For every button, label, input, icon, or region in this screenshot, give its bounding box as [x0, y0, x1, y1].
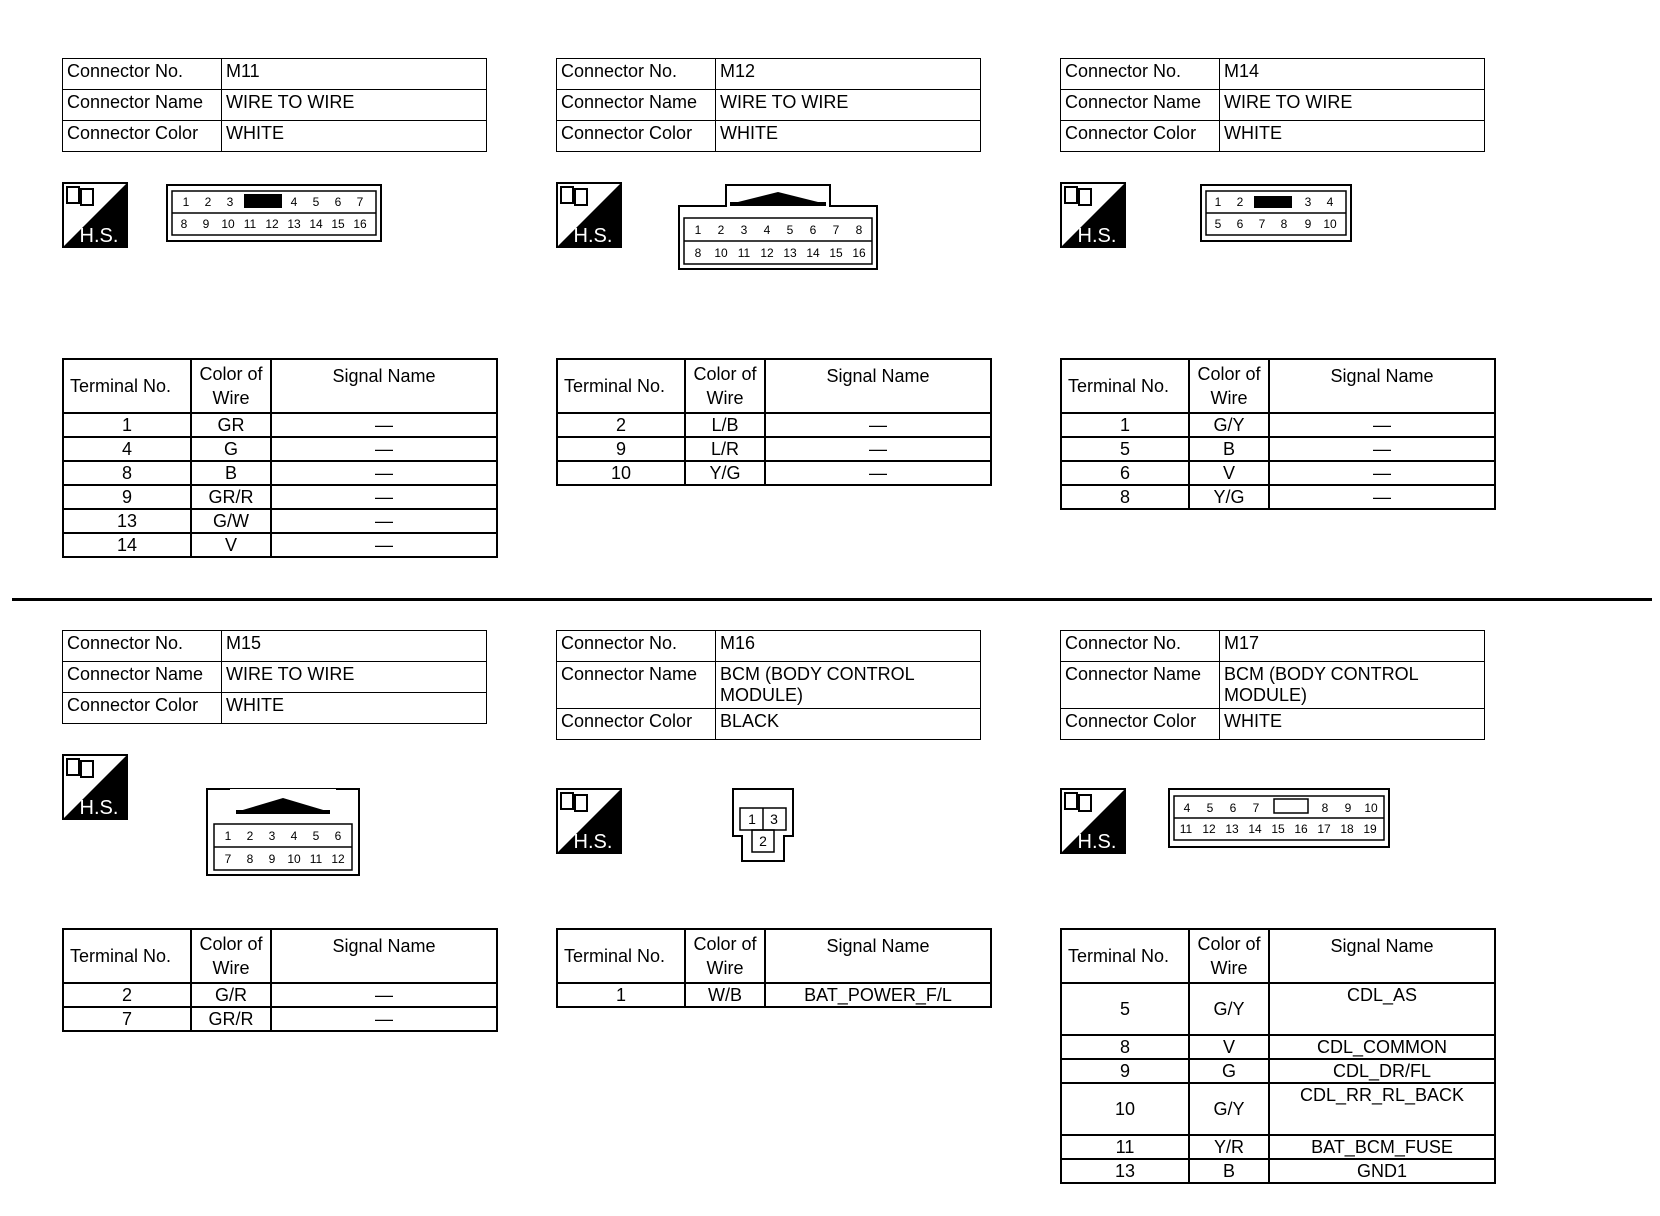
harness-side-icon — [62, 754, 128, 820]
table-row — [1061, 1083, 1495, 1135]
table-cell: G/R — [191, 983, 271, 1007]
pin: 10 — [221, 217, 235, 231]
table-cell: 11 — [1061, 1135, 1189, 1159]
hs-label: H.S. — [573, 831, 613, 853]
pin: 5 — [1206, 801, 1214, 815]
pin: 10 — [287, 852, 301, 866]
m12-face-outline — [678, 184, 878, 270]
connector-info-table — [556, 58, 981, 152]
table-cell: — — [765, 461, 991, 485]
connector-color-value: WHITE — [222, 121, 487, 152]
pin: 12 — [760, 246, 774, 260]
connector-no-value: M12 — [716, 59, 981, 90]
connector-color-label: Connector Color — [557, 121, 716, 152]
hs-label: H.S. — [79, 225, 119, 247]
connector-info-table — [62, 630, 487, 724]
table-row — [1061, 437, 1495, 461]
connector-no-value: M11 — [222, 59, 487, 90]
table-cell: — — [1269, 413, 1495, 437]
table-row — [557, 461, 991, 485]
pin: 3 — [1304, 195, 1312, 209]
pin: 10 — [1364, 801, 1378, 815]
table-cell: 9 — [1061, 1059, 1189, 1083]
pin: 5 — [1214, 217, 1222, 231]
pin: 3 — [740, 223, 748, 237]
signal-name-header: Signal Name — [1269, 359, 1495, 413]
table-cell: Y/G — [1189, 485, 1269, 509]
pin: 2 — [759, 833, 767, 849]
table-cell: GR/R — [191, 1007, 271, 1031]
connector-name-label: Connector Name — [557, 662, 716, 709]
connector-no-value: M15 — [222, 631, 487, 662]
connector-no-label: Connector No. — [63, 59, 222, 90]
pin: 14 — [1248, 822, 1262, 836]
connector-m17 — [1060, 630, 1530, 1181]
table-row — [557, 437, 991, 461]
harness-side-icon — [1060, 182, 1126, 248]
table-cell: G/Y — [1189, 983, 1269, 1035]
table-row — [1061, 461, 1495, 485]
pin: 12 — [265, 217, 279, 231]
table-cell: 1 — [1061, 413, 1189, 437]
pin: 13 — [287, 217, 301, 231]
connector-color-label: Connector Color — [63, 121, 222, 152]
table-cell: 7 — [63, 1007, 191, 1031]
table-cell: 8 — [1061, 485, 1189, 509]
connector-info-table — [556, 630, 981, 740]
connector-no-label: Connector No. — [557, 59, 716, 90]
table-row — [557, 413, 991, 437]
table-cell: 14 — [63, 533, 191, 557]
pin: 9 — [1304, 217, 1312, 231]
pin: 7 — [1258, 217, 1266, 231]
pin: 2 — [717, 223, 725, 237]
table-cell: 6 — [1061, 461, 1189, 485]
harness-side-icon — [62, 182, 128, 248]
pin: 1 — [1214, 195, 1222, 209]
table-cell: L/B — [685, 413, 765, 437]
table-cell: Y/R — [1189, 1135, 1269, 1159]
terminal-no-header: Terminal No. — [557, 929, 685, 983]
terminal-table — [62, 358, 498, 558]
pin: 6 — [334, 829, 342, 843]
table-cell: 2 — [63, 983, 191, 1007]
pin: 12 — [331, 852, 345, 866]
table-cell: B — [1189, 437, 1269, 461]
pin: 7 — [1252, 801, 1260, 815]
pin: 13 — [1225, 822, 1239, 836]
table-cell: — — [271, 461, 497, 485]
pin: 14 — [806, 246, 820, 260]
color-of-wire-header: Color of Wire — [1189, 929, 1269, 983]
pin: 4 — [290, 829, 298, 843]
harness-side-icon — [1060, 788, 1126, 854]
pin: 16 — [852, 246, 866, 260]
pin: 15 — [829, 246, 843, 260]
harness-side-icon — [556, 788, 622, 854]
terminal-no-header: Terminal No. — [1061, 929, 1189, 983]
signal-name-header: Signal Name — [1269, 929, 1495, 983]
pin: 1 — [224, 829, 232, 843]
pin: 16 — [353, 217, 367, 231]
connector-no-label: Connector No. — [557, 631, 716, 662]
pin: 8 — [694, 246, 702, 260]
connector-color-label: Connector Color — [557, 709, 716, 740]
connector-color-value: WHITE — [222, 693, 487, 724]
connector-name-label: Connector Name — [63, 662, 222, 693]
table-row — [63, 485, 497, 509]
table-cell: V — [191, 533, 271, 557]
m15-connector-face — [206, 788, 360, 876]
pin: 4 — [763, 223, 771, 237]
table-cell: B — [1189, 1159, 1269, 1183]
connector-no-value: M14 — [1220, 59, 1485, 90]
terminal-table — [1060, 928, 1496, 1184]
pin: 7 — [356, 195, 364, 209]
table-cell: L/R — [685, 437, 765, 461]
pin: 2 — [1236, 195, 1244, 209]
table-cell: — — [1269, 485, 1495, 509]
hs-label: H.S. — [573, 225, 613, 247]
pin: 8 — [1321, 801, 1329, 815]
terminal-table — [1060, 358, 1496, 510]
terminal-no-header: Terminal No. — [1061, 359, 1189, 413]
pin: 8 — [180, 217, 188, 231]
connector-no-value: M16 — [716, 631, 981, 662]
pin: 18 — [1340, 822, 1354, 836]
table-cell: CDL_AS — [1269, 983, 1495, 1035]
pin: 17 — [1317, 822, 1331, 836]
connector-name-value: WIRE TO WIRE — [1220, 90, 1485, 121]
table-cell: GND1 — [1269, 1159, 1495, 1183]
terminal-no-header: Terminal No. — [63, 929, 191, 983]
table-cell: B — [191, 461, 271, 485]
table-row — [1061, 1159, 1495, 1183]
pin: 4 — [1326, 195, 1334, 209]
pin: 5 — [312, 195, 320, 209]
table-cell: — — [765, 437, 991, 461]
connector-name-value: WIRE TO WIRE — [222, 90, 487, 121]
table-cell: 9 — [63, 485, 191, 509]
pin: 6 — [334, 195, 342, 209]
table-row — [1061, 485, 1495, 509]
pin: 5 — [312, 829, 320, 843]
table-cell: 8 — [1061, 1035, 1189, 1059]
terminal-table — [62, 928, 498, 1032]
pin: 10 — [714, 246, 728, 260]
pin: 1 — [182, 195, 190, 209]
table-cell: G/Y — [1189, 413, 1269, 437]
connector-name-label: Connector Name — [557, 90, 716, 121]
m16-connector-face — [732, 788, 794, 862]
pin: 7 — [832, 223, 840, 237]
table-cell: 5 — [1061, 983, 1189, 1035]
pin: 10 — [1323, 217, 1337, 231]
pin: 4 — [1183, 801, 1191, 815]
pin: 2 — [204, 195, 212, 209]
table-cell: — — [765, 413, 991, 437]
pin: 6 — [1236, 217, 1244, 231]
table-cell: GR — [191, 413, 271, 437]
pin: 15 — [331, 217, 345, 231]
table-cell: — — [271, 413, 497, 437]
table-cell: 4 — [63, 437, 191, 461]
connector-color-value: WHITE — [1220, 709, 1485, 740]
connector-color-label: Connector Color — [1061, 121, 1220, 152]
table-cell: 1 — [63, 413, 191, 437]
table-cell: 2 — [557, 413, 685, 437]
connector-info-table — [1060, 58, 1485, 152]
table-cell: V — [1189, 461, 1269, 485]
color-of-wire-header: Color of Wire — [685, 359, 765, 413]
connector-color-value: WHITE — [716, 121, 981, 152]
table-row — [1061, 413, 1495, 437]
table-row — [63, 533, 497, 557]
table-cell: G/Y — [1189, 1083, 1269, 1135]
pin: 16 — [1294, 822, 1308, 836]
table-cell: 10 — [557, 461, 685, 485]
pin: 3 — [770, 811, 778, 827]
pin: 1 — [748, 811, 756, 827]
connector-info-table — [62, 58, 487, 152]
table-row — [1061, 1035, 1495, 1059]
table-cell: BAT_POWER_F/L — [765, 983, 991, 1007]
connector-m12 — [556, 58, 1026, 483]
connector-color-label: Connector Color — [63, 693, 222, 724]
m14-connector-face — [1200, 184, 1352, 242]
table-cell: G/W — [191, 509, 271, 533]
color-of-wire-header: Color of Wire — [191, 359, 271, 413]
terminal-table — [556, 358, 992, 486]
terminal-table — [556, 928, 992, 1008]
connector-name-value: BCM (BODY CONTROL MODULE) — [716, 662, 981, 709]
connector-no-label: Connector No. — [1061, 59, 1220, 90]
table-row — [1061, 1059, 1495, 1083]
table-cell: — — [271, 533, 497, 557]
terminal-no-header: Terminal No. — [63, 359, 191, 413]
pin: 1 — [694, 223, 702, 237]
pin: 9 — [268, 852, 276, 866]
table-cell: CDL_RR_RL_BACK — [1269, 1083, 1495, 1135]
table-row — [63, 461, 497, 485]
connector-color-value: BLACK — [716, 709, 981, 740]
pin: 15 — [1271, 822, 1285, 836]
pin: 8 — [855, 223, 863, 237]
connector-m16 — [556, 630, 1026, 1005]
hs-label: H.S. — [1077, 225, 1117, 247]
table-cell: — — [271, 485, 497, 509]
pin: 8 — [246, 852, 254, 866]
signal-name-header: Signal Name — [765, 359, 991, 413]
pin: 7 — [224, 852, 232, 866]
connector-m11 — [62, 58, 532, 555]
m17-face-outline — [1168, 788, 1390, 848]
table-cell: 13 — [1061, 1159, 1189, 1183]
connector-name-label: Connector Name — [1061, 662, 1220, 709]
pin: 11 — [309, 852, 323, 866]
pin: 8 — [1280, 217, 1288, 231]
pin: 12 — [1202, 822, 1216, 836]
table-cell: 9 — [557, 437, 685, 461]
connector-name-value: WIRE TO WIRE — [222, 662, 487, 693]
pin: 2 — [246, 829, 254, 843]
pin: 11 — [243, 217, 257, 231]
table-cell: G — [191, 437, 271, 461]
connector-no-value: M17 — [1220, 631, 1485, 662]
table-row — [1061, 1135, 1495, 1159]
table-cell: W/B — [685, 983, 765, 1007]
table-cell: GR/R — [191, 485, 271, 509]
pin: 14 — [309, 217, 323, 231]
connector-color-value: WHITE — [1220, 121, 1485, 152]
table-row — [63, 437, 497, 461]
table-cell: 5 — [1061, 437, 1189, 461]
pin: 3 — [226, 195, 234, 209]
table-cell: CDL_COMMON — [1269, 1035, 1495, 1059]
table-cell: — — [1269, 461, 1495, 485]
pin: 3 — [268, 829, 276, 843]
pin: 13 — [783, 246, 797, 260]
connector-name-value: WIRE TO WIRE — [716, 90, 981, 121]
table-row — [1061, 983, 1495, 1035]
connector-name-label: Connector Name — [63, 90, 222, 121]
pin: 5 — [786, 223, 794, 237]
table-cell: G — [1189, 1059, 1269, 1083]
pin: 9 — [1344, 801, 1352, 815]
color-of-wire-header: Color of Wire — [685, 929, 765, 983]
table-row — [557, 983, 991, 1007]
table-row — [63, 509, 497, 533]
m17-connector-face — [1168, 788, 1390, 848]
table-cell: 8 — [63, 461, 191, 485]
table-cell: 10 — [1061, 1083, 1189, 1135]
color-of-wire-header: Color of Wire — [191, 929, 271, 983]
table-cell: — — [271, 437, 497, 461]
connector-no-label: Connector No. — [1061, 631, 1220, 662]
connector-info-table — [1060, 630, 1485, 740]
table-row — [63, 413, 497, 437]
table-row — [63, 983, 497, 1007]
signal-name-header: Signal Name — [765, 929, 991, 983]
table-cell: — — [1269, 437, 1495, 461]
table-cell: — — [271, 509, 497, 533]
color-of-wire-header: Color of Wire — [1189, 359, 1269, 413]
signal-name-header: Signal Name — [271, 359, 497, 413]
table-row — [63, 1007, 497, 1031]
m12-connector-face — [678, 184, 878, 270]
hs-label: H.S. — [1077, 831, 1117, 853]
table-cell: — — [271, 1007, 497, 1031]
connector-name-value: BCM (BODY CONTROL MODULE) — [1220, 662, 1485, 709]
signal-name-header: Signal Name — [271, 929, 497, 983]
section-divider — [12, 598, 1652, 601]
pin: 6 — [1229, 801, 1237, 815]
pin: 11 — [1179, 822, 1193, 836]
connector-m14 — [1060, 58, 1530, 507]
table-cell: Y/G — [685, 461, 765, 485]
table-cell: BAT_BCM_FUSE — [1269, 1135, 1495, 1159]
pin: 6 — [809, 223, 817, 237]
table-cell: CDL_DR/FL — [1269, 1059, 1495, 1083]
table-cell: V — [1189, 1035, 1269, 1059]
table-cell: 13 — [63, 509, 191, 533]
hs-label: H.S. — [79, 797, 119, 819]
pin: 19 — [1363, 822, 1377, 836]
pin: 11 — [737, 246, 751, 260]
pin: 9 — [202, 217, 210, 231]
m11-connector-face — [166, 184, 382, 242]
connector-color-label: Connector Color — [1061, 709, 1220, 740]
connector-no-label: Connector No. — [63, 631, 222, 662]
connector-name-label: Connector Name — [1061, 90, 1220, 121]
table-cell: 1 — [557, 983, 685, 1007]
terminal-no-header: Terminal No. — [557, 359, 685, 413]
pin: 4 — [290, 195, 298, 209]
table-cell: — — [271, 983, 497, 1007]
harness-side-icon — [556, 182, 622, 248]
connector-m15 — [62, 630, 532, 1029]
